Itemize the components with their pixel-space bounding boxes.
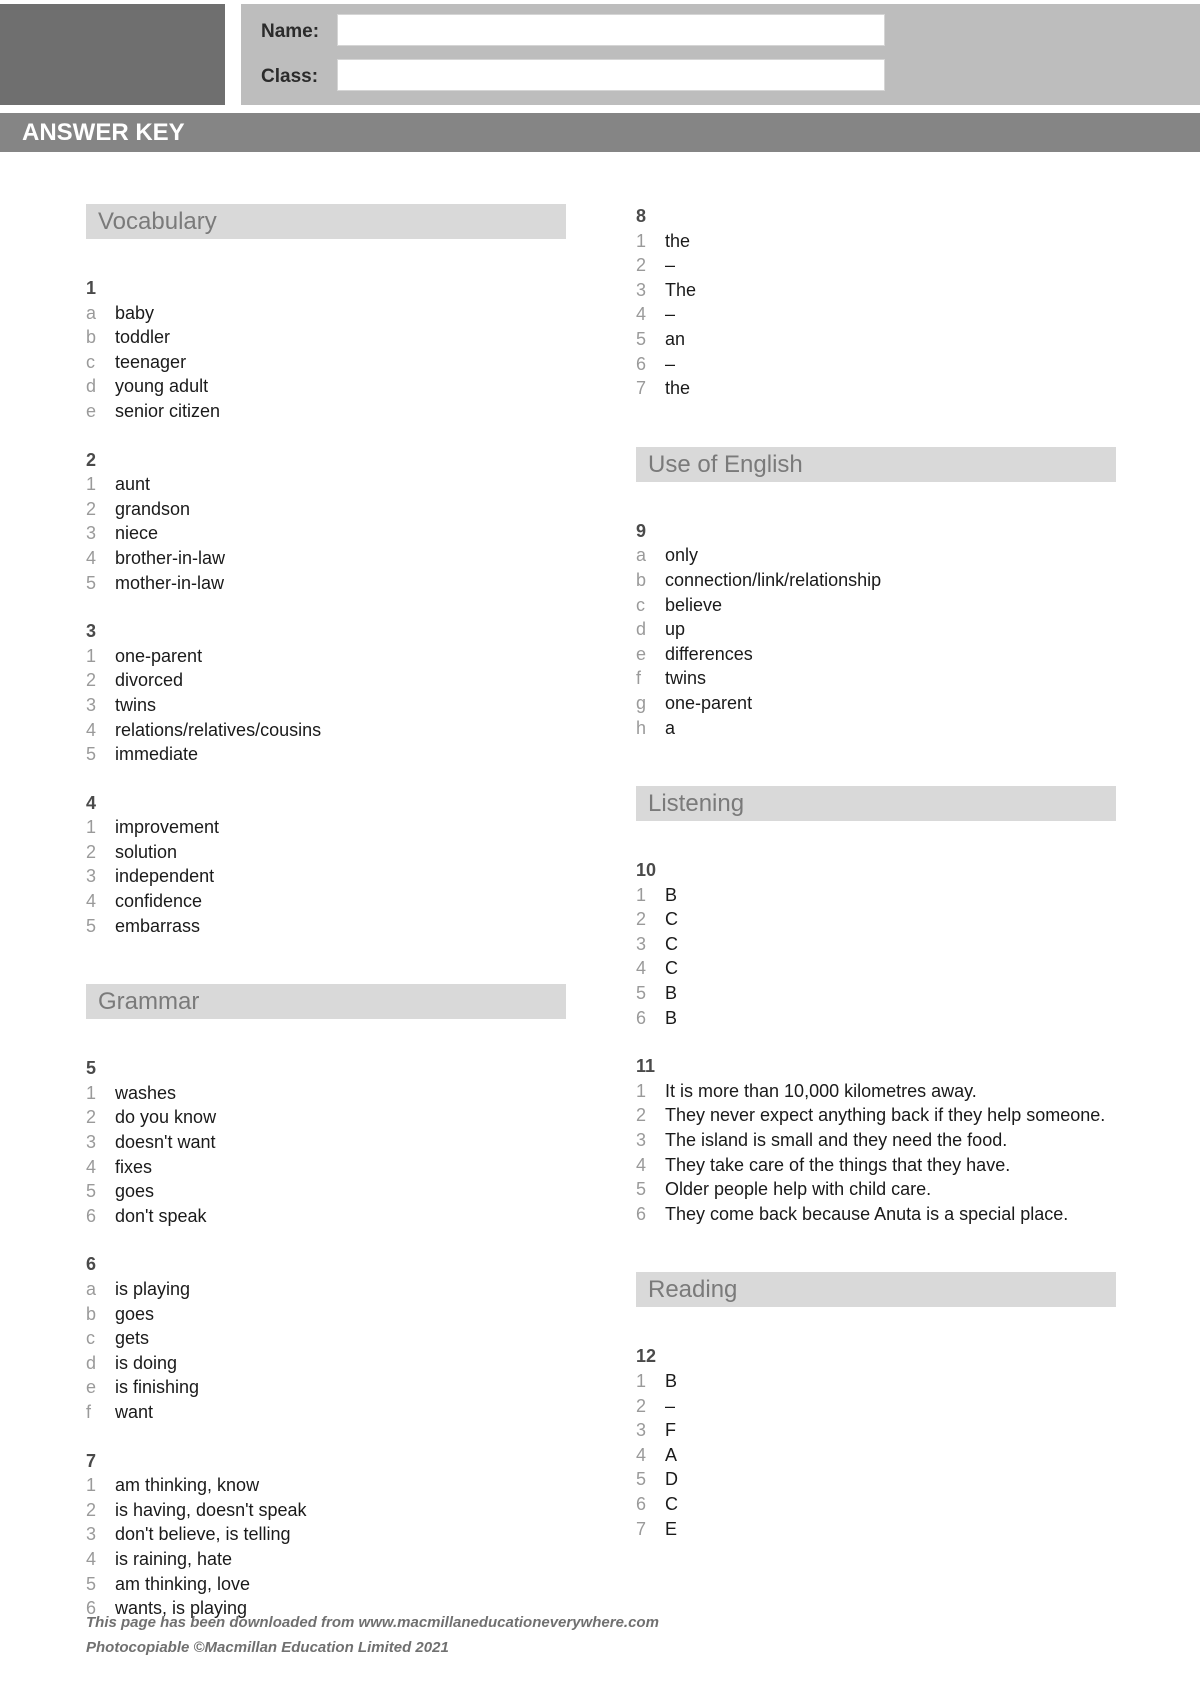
answer-label: 5 [636, 328, 647, 349]
answer-row [86, 350, 566, 375]
answer-text: want [115, 1401, 154, 1422]
section-heading: Reading [636, 1272, 1116, 1307]
answer-text: believe [665, 594, 723, 615]
name-field[interactable] [337, 14, 885, 46]
answer-text: goes [115, 1303, 155, 1324]
answer-text: connection/link/relationship [665, 569, 882, 590]
exercise-number: 12 [636, 1346, 657, 1367]
answer-row [636, 568, 1116, 593]
answer-text: The [665, 279, 697, 300]
exercise-block [86, 1056, 566, 1228]
answer-key-banner [0, 113, 1200, 152]
answer-text: immediate [115, 744, 199, 765]
answer-label: g [636, 692, 647, 713]
answer-row [636, 253, 1116, 278]
exercise-block [636, 1344, 1116, 1541]
answer-row [636, 716, 1116, 741]
spacer [86, 1425, 566, 1449]
answer-row [86, 889, 566, 914]
answer-text: teenager [115, 351, 187, 372]
answer-label: a [86, 302, 97, 323]
answer-row [636, 327, 1116, 352]
answer-label: 2 [86, 1499, 97, 1520]
answer-text: twins [115, 694, 157, 715]
answer-text: goes [115, 1181, 155, 1202]
answer-row [636, 229, 1116, 254]
answer-label: 1 [636, 230, 647, 251]
answer-row [636, 642, 1116, 667]
answer-label: 4 [86, 1548, 97, 1569]
answer-label: 4 [86, 719, 97, 740]
answer-row [86, 840, 566, 865]
answer-text: Older people help with child care. [665, 1179, 932, 1200]
answer-row [636, 666, 1116, 691]
answer-row [636, 1467, 1116, 1492]
answer-row [636, 543, 1116, 568]
answer-text: – [665, 1395, 676, 1416]
class-label: Class: [261, 66, 319, 87]
answer-label: f [86, 1401, 92, 1422]
left-column [86, 204, 566, 1621]
answer-text: an [665, 328, 686, 349]
answer-row [636, 376, 1116, 401]
exercise-number: 1 [86, 278, 97, 298]
answer-row [86, 1277, 566, 1302]
exercise-number: 9 [636, 520, 647, 541]
answer-label: 2 [86, 498, 97, 519]
answer-label: b [636, 569, 647, 590]
answer-row [636, 956, 1116, 981]
answer-row [86, 644, 566, 669]
answer-row [86, 864, 566, 889]
answer-row [86, 325, 566, 350]
answer-label: 7 [636, 1518, 647, 1539]
answer-row [86, 1547, 566, 1572]
answer-text: D [665, 1469, 678, 1490]
answer-text: is doing [115, 1352, 178, 1373]
answer-label: c [86, 351, 95, 372]
answer-text: up [665, 619, 686, 640]
answer-label: d [636, 619, 647, 640]
answer-text: The island is small and they need the food. [665, 1130, 1008, 1151]
answer-text: B [665, 1007, 678, 1028]
answer-label: 1 [86, 1082, 97, 1103]
answer-row [86, 1130, 566, 1155]
answer-label: 1 [86, 474, 97, 495]
answer-label: c [86, 1328, 95, 1349]
answer-row [86, 693, 566, 718]
section-heading: Use of English [636, 447, 1116, 482]
answer-label: 3 [636, 933, 647, 954]
spacer [86, 767, 566, 791]
answer-row [86, 1473, 566, 1498]
answer-row [86, 399, 566, 424]
exercise-number: 10 [636, 860, 657, 881]
answer-label: 5 [86, 1181, 97, 1202]
exercise-number: 6 [86, 1254, 97, 1275]
answer-text: wants, is playing [115, 1598, 248, 1619]
answer-row [86, 497, 566, 522]
answer-label: e [86, 400, 97, 421]
answer-text: baby [115, 302, 155, 323]
answer-label: 1 [86, 817, 97, 838]
answer-label: 2 [86, 670, 97, 691]
answer-label: 3 [86, 694, 97, 715]
answer-row [86, 571, 566, 596]
spacer [636, 1226, 1116, 1272]
answer-text: They come back because Anuta is a special place. [665, 1203, 1069, 1224]
section-heading: Listening [636, 786, 1116, 821]
answer-label: 4 [636, 1444, 647, 1465]
answer-text: brother-in-law [115, 547, 226, 568]
answer-text: B [665, 1371, 678, 1391]
answer-row [636, 1394, 1116, 1419]
answer-label: 5 [636, 1179, 647, 1200]
answer-label: 3 [86, 1524, 97, 1545]
answer-text: is playing [115, 1279, 191, 1299]
answer-row [86, 1351, 566, 1376]
answer-text: is raining, hate [115, 1548, 233, 1569]
answer-label: 1 [636, 884, 647, 905]
answer-label: 7 [636, 378, 647, 399]
header-dark-block [0, 4, 225, 105]
answer-label: f [636, 668, 642, 689]
answer-label: 3 [86, 523, 97, 544]
answer-row [86, 546, 566, 571]
spacer [86, 938, 566, 984]
answer-label: 4 [86, 547, 97, 568]
answer-label: 6 [636, 1493, 647, 1514]
spacer [636, 740, 1116, 786]
answer-label: e [86, 1377, 97, 1398]
answer-text: A [665, 1444, 678, 1465]
answer-row [86, 1179, 566, 1204]
exercise-number: 5 [86, 1058, 97, 1079]
answer-label: 3 [86, 866, 97, 887]
answer-row [86, 1572, 566, 1597]
answer-row [86, 1155, 566, 1180]
answer-label: 5 [86, 572, 97, 593]
answer-row [636, 1128, 1116, 1153]
answer-row [86, 668, 566, 693]
answer-text: solution [115, 841, 178, 862]
answer-label: a [636, 545, 647, 566]
answer-label: 5 [86, 915, 97, 936]
answer-text: C [665, 933, 678, 954]
answer-label: 1 [86, 645, 97, 666]
answer-text: They take care of the things that they have. [665, 1154, 1011, 1175]
spacer [636, 401, 1116, 447]
answer-row [636, 1492, 1116, 1517]
answer-text: differences [665, 643, 753, 664]
answer-text: am thinking, love [115, 1573, 251, 1594]
spacer [636, 495, 1116, 519]
answer-label: b [86, 1303, 97, 1324]
answer-text: only [665, 545, 699, 566]
spacer [636, 834, 1116, 858]
answer-label: 2 [86, 841, 97, 862]
section-heading: Grammar [86, 984, 566, 1019]
answer-label: 5 [636, 1469, 647, 1490]
footer [86, 1610, 659, 1660]
answer-label: 2 [636, 909, 647, 930]
answer-text: B [665, 884, 678, 905]
answer-text: the [665, 378, 691, 399]
answer-text: one-parent [665, 692, 753, 713]
section-heading: Vocabulary [86, 204, 566, 239]
exercise-block [636, 519, 1116, 740]
answer-row [86, 1522, 566, 1547]
answer-label: 4 [86, 891, 97, 912]
answer-label: 6 [636, 1007, 647, 1028]
answer-row [636, 593, 1116, 618]
answer-text: doesn't want [115, 1132, 216, 1153]
spacer [86, 1228, 566, 1252]
answer-text: grandson [115, 498, 191, 519]
answer-label: 1 [86, 1475, 97, 1496]
answer-row [86, 1105, 566, 1130]
answer-label: 6 [86, 1205, 97, 1226]
answer-text: the [665, 230, 691, 251]
answer-row [86, 742, 566, 767]
answer-text: – [665, 304, 676, 325]
page-title: ANSWER KEY [22, 119, 185, 146]
answer-text: improvement [115, 817, 220, 838]
answer-text: do you know [115, 1107, 217, 1128]
answer-label: d [86, 376, 97, 397]
spacer [86, 1032, 566, 1056]
answer-label: 3 [86, 1132, 97, 1153]
answer-label: 3 [636, 1420, 647, 1441]
answer-label: 3 [636, 279, 647, 300]
answer-text: is having, doesn't speak [115, 1499, 307, 1520]
answer-text: E [665, 1518, 678, 1539]
exercise-block [86, 1252, 566, 1424]
answer-label: 6 [86, 1598, 97, 1619]
answer-label: 5 [86, 1573, 97, 1594]
answer-row [636, 1177, 1116, 1202]
exercise-number: 4 [86, 792, 97, 813]
answer-text: F [665, 1420, 676, 1441]
answer-text: one-parent [115, 645, 203, 666]
exercise-number: 2 [86, 449, 97, 470]
answer-row [636, 907, 1116, 932]
answer-text: C [665, 1493, 678, 1514]
exercise-block [86, 791, 566, 939]
answer-row [636, 1103, 1116, 1128]
answer-text: They never expect anything back if they help someone. [665, 1105, 1106, 1126]
answer-text: – [665, 353, 676, 374]
answer-row [636, 1202, 1116, 1227]
answer-text: am thinking, know [115, 1475, 260, 1496]
answer-text: B [665, 983, 678, 1004]
answer-row [636, 302, 1116, 327]
answer-row [86, 1400, 566, 1425]
answer-text: – [665, 255, 676, 276]
exercise-number: 7 [86, 1450, 97, 1471]
answer-label: h [636, 717, 647, 738]
answer-text: senior citizen [115, 400, 221, 421]
answer-row [636, 1006, 1116, 1031]
right-column [636, 204, 1116, 1541]
name-label: Name: [261, 21, 320, 42]
answer-row [86, 472, 566, 497]
answer-text: confidence [115, 891, 203, 912]
spacer [636, 1320, 1116, 1344]
answer-row [86, 1375, 566, 1400]
spacer [636, 1030, 1116, 1054]
answer-label: 1 [636, 1371, 647, 1391]
answer-label: 2 [636, 1395, 647, 1416]
class-field[interactable] [337, 59, 885, 91]
answer-text: C [665, 909, 678, 930]
answer-text: mother-in-law [115, 572, 225, 593]
answer-text: gets [115, 1328, 150, 1349]
answer-text: niece [115, 523, 159, 544]
answer-row [86, 718, 566, 743]
answer-text: twins [665, 668, 707, 689]
footer-download-note: This page has been downloaded from www.macmillaneducationeverywhere.com [86, 1614, 659, 1631]
answer-text: don't believe, is telling [115, 1524, 291, 1545]
exercise-block [636, 1054, 1116, 1226]
answer-text: independent [115, 866, 215, 887]
answer-label: 2 [636, 255, 647, 276]
answer-row [86, 914, 566, 939]
answer-row [636, 1079, 1116, 1104]
answer-text: relations/relatives/cousins [115, 719, 322, 740]
answer-text: It is more than 10,000 kilometres away. [665, 1080, 977, 1101]
answer-row [636, 1153, 1116, 1178]
answer-row [636, 1517, 1116, 1542]
answer-text: washes [115, 1082, 177, 1103]
answer-row [86, 301, 566, 326]
answer-row [636, 1443, 1116, 1468]
answer-text: don't speak [115, 1205, 207, 1226]
answer-label: 3 [636, 1130, 647, 1151]
answer-row [86, 1081, 566, 1106]
answer-row [636, 883, 1116, 908]
answer-row [86, 1498, 566, 1523]
answer-row [636, 278, 1116, 303]
answer-label: 4 [636, 304, 647, 325]
answer-label: 4 [86, 1156, 97, 1177]
answer-row [86, 815, 566, 840]
answer-row [86, 1302, 566, 1327]
answer-text: divorced [115, 670, 184, 691]
answer-label: 5 [86, 744, 97, 765]
footer-copyright: Photocopiable ©Macmillan Education Limited 2021 [86, 1639, 449, 1656]
exercise-block [86, 619, 566, 767]
student-info-form [241, 4, 1200, 105]
answer-text: fixes [115, 1156, 153, 1177]
answer-label: 1 [636, 1080, 647, 1101]
answer-label: 6 [636, 1203, 647, 1224]
answer-label: a [86, 1279, 97, 1299]
answer-row [636, 1418, 1116, 1443]
answer-text: is finishing [115, 1377, 200, 1398]
answer-row [636, 932, 1116, 957]
answer-row [636, 352, 1116, 377]
exercise-number: 11 [636, 1056, 656, 1077]
answer-text: embarrass [115, 915, 201, 936]
answer-row [86, 1204, 566, 1229]
answer-label: 6 [636, 353, 647, 374]
answer-row [86, 1326, 566, 1351]
answer-row [86, 374, 566, 399]
spacer [86, 595, 566, 619]
answer-label: 2 [636, 1105, 647, 1126]
answer-label: 4 [636, 958, 647, 979]
answer-row [636, 617, 1116, 642]
exercise-number: 3 [86, 621, 97, 642]
spacer [86, 424, 566, 448]
answer-row [636, 691, 1116, 716]
answer-text: C [665, 958, 678, 979]
answer-label: 2 [86, 1107, 97, 1128]
answer-label: 4 [636, 1154, 647, 1175]
answer-label: e [636, 643, 647, 664]
answer-text: a [665, 717, 676, 738]
spacer [86, 252, 566, 276]
answer-text: young adult [115, 376, 209, 397]
answer-label: c [636, 594, 645, 615]
exercise-block [86, 1449, 566, 1621]
answer-label: b [86, 327, 97, 348]
answer-row [636, 1369, 1116, 1394]
answer-row [86, 521, 566, 546]
answer-label: 5 [636, 983, 647, 1004]
answer-row [636, 981, 1116, 1006]
answer-text: toddler [115, 327, 171, 348]
answer-label: d [86, 1352, 97, 1373]
answer-text: aunt [115, 474, 151, 495]
exercise-number: 8 [636, 206, 647, 226]
exercise-block [86, 276, 566, 424]
exercise-block [86, 448, 566, 596]
exercise-block [636, 858, 1116, 1030]
exercise-block [636, 204, 1116, 401]
